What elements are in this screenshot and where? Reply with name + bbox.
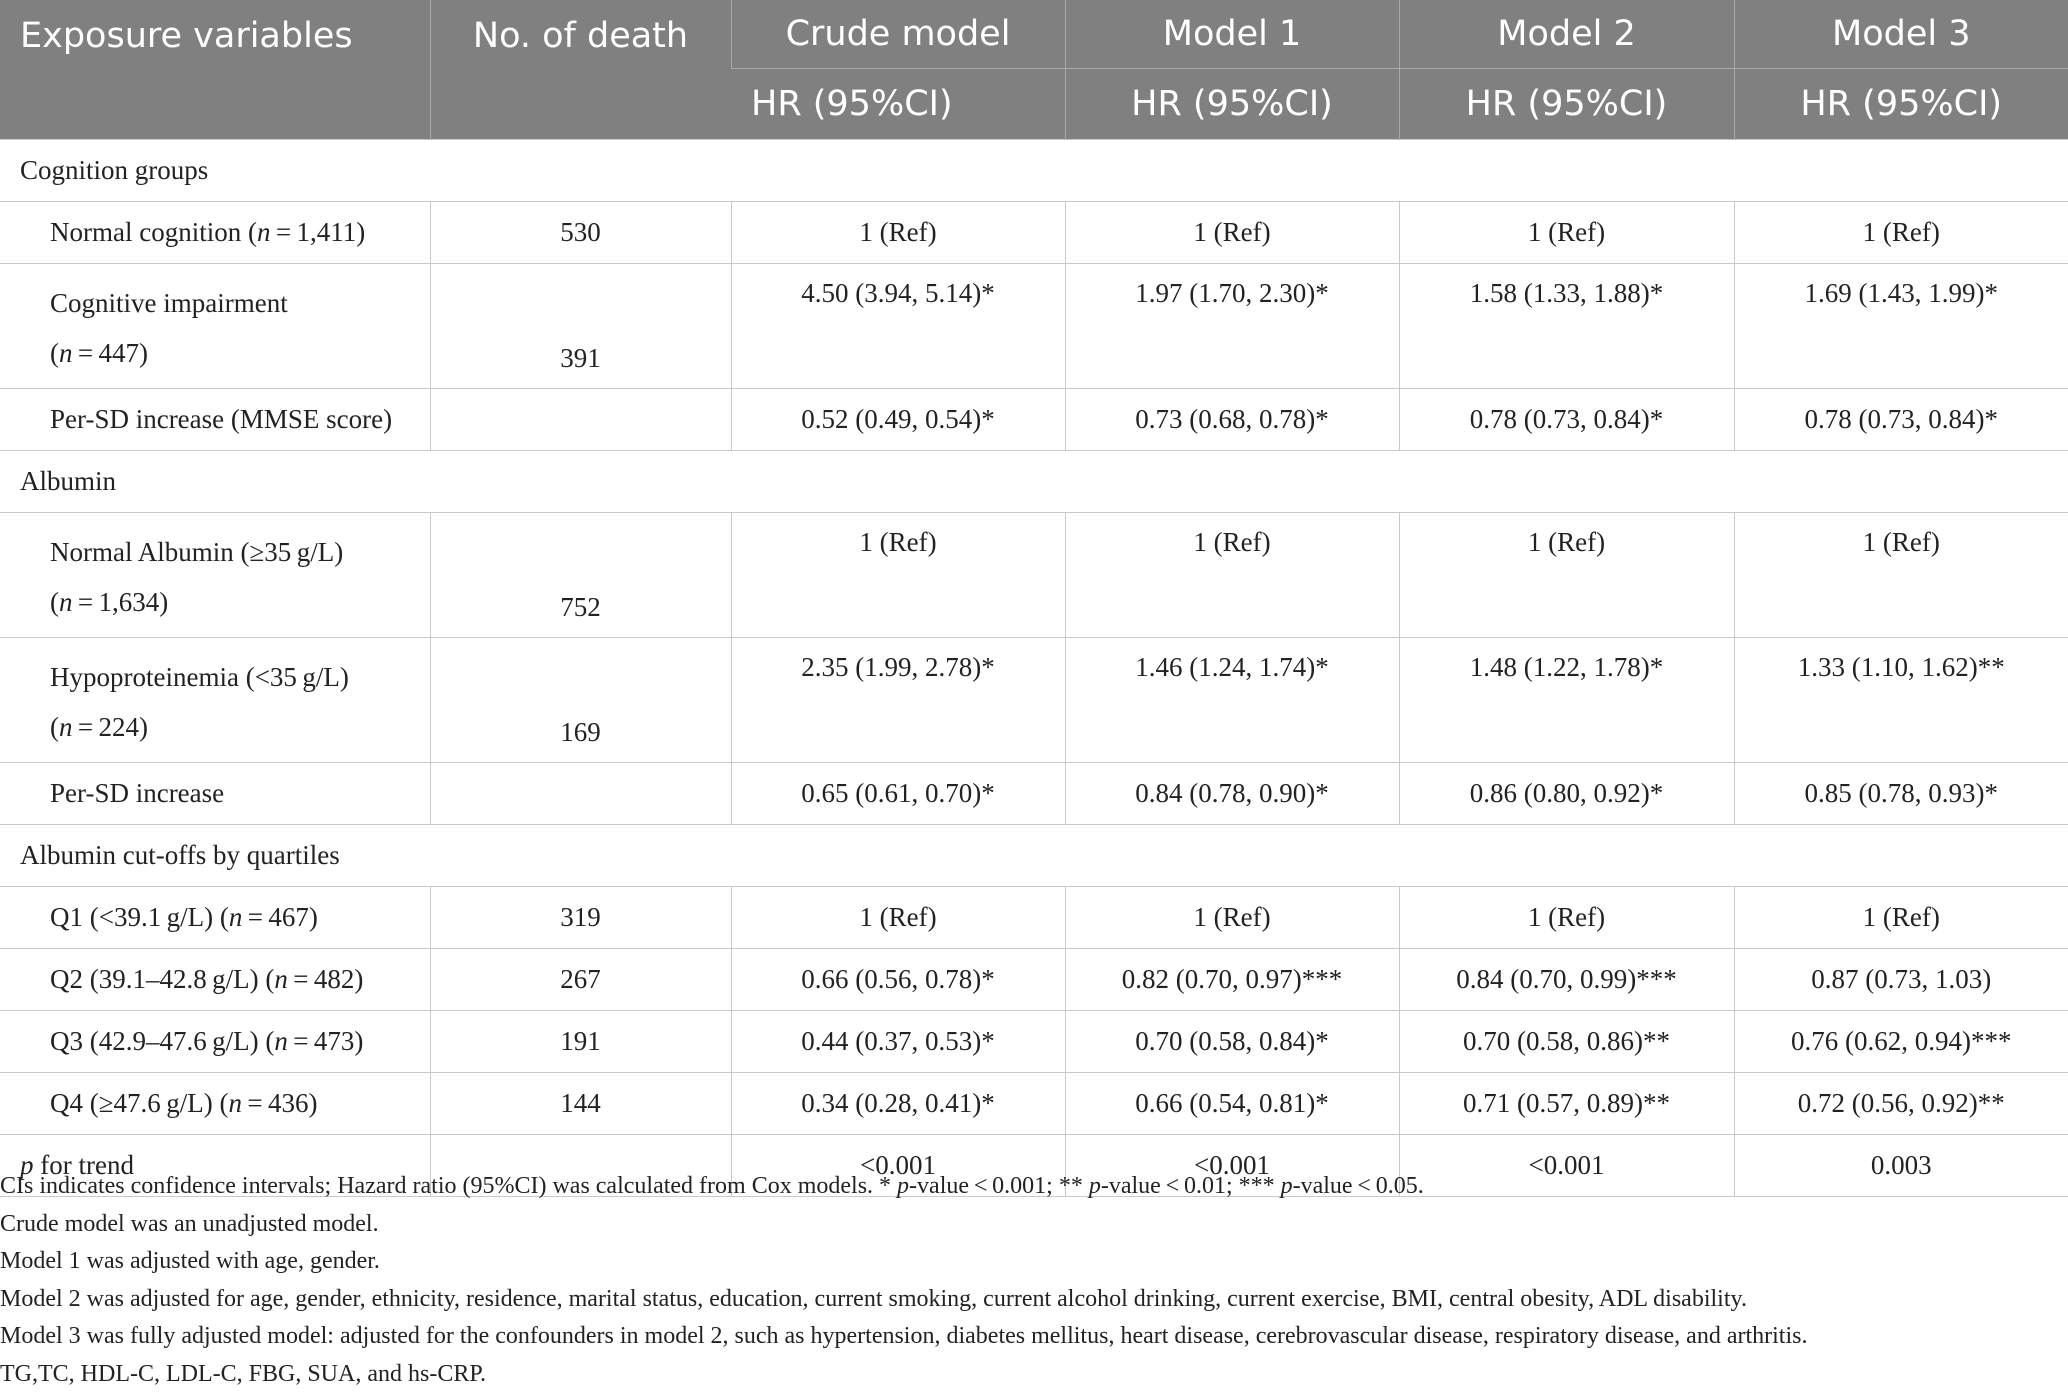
p-value-cell: <0.001 <box>1065 1135 1399 1197</box>
hr-cell: 0.52 (0.49, 0.54)* <box>731 389 1065 451</box>
header-model-2: Model 2 <box>1399 0 1734 69</box>
hr-cell: 1 (Ref) <box>731 513 1065 638</box>
hr-cell: 0.71 (0.57, 0.89)** <box>1399 1073 1734 1135</box>
table-header <box>0 0 2068 140</box>
table-row <box>0 1073 2068 1135</box>
footnote-line: Model 3 was fully adjusted model: adjusted for the confounders in model 2, such as hypertension, diabetes mellitus, heart disease, cerebrovascular disease, respiratory disease, and arthritis. <box>0 1323 1808 1349</box>
hr-cell: 0.87 (0.73, 1.03) <box>1734 949 2068 1011</box>
table-row <box>0 264 2068 389</box>
row-label: p for trend <box>0 1135 430 1197</box>
hr-cell: 1.48 (1.22, 1.78)* <box>1399 638 1734 763</box>
row-label: Per-SD increase (MMSE score) <box>0 389 430 451</box>
footnote-line: TG,TC, HDL-C, LDL-C, FBG, SUA, and hs-CRP. <box>0 1360 487 1387</box>
death-count: 530 <box>430 202 731 264</box>
hr-cell: 1.97 (1.70, 2.30)* <box>1065 264 1399 389</box>
death-count: 752 <box>430 513 731 638</box>
death-count: 267 <box>430 949 731 1011</box>
hr-cell: 4.50 (3.94, 5.14)* <box>731 264 1065 389</box>
row-label: Q4 (≥47.6 g/L) (n = 436) <box>0 1073 430 1135</box>
hr-cell: 1.33 (1.10, 1.62)** <box>1734 638 2068 763</box>
group-title: Cognition groups <box>0 140 2068 202</box>
death-count: 391 <box>430 264 731 389</box>
group-title: Albumin <box>0 451 2068 513</box>
death-count <box>430 389 731 451</box>
header-model-3: Model 3 <box>1734 0 2068 69</box>
table-row <box>0 887 2068 949</box>
hr-cell: 0.44 (0.37, 0.53)* <box>731 1011 1065 1073</box>
hr-cell: 0.85 (0.78, 0.93)* <box>1734 763 2068 825</box>
row-label: Cognitive impairment (n = 447) <box>0 264 430 389</box>
hr-cell: 0.34 (0.28, 0.41)* <box>731 1073 1065 1135</box>
hr-cell: 1 (Ref) <box>1734 513 2068 638</box>
row-label: Per-SD increase <box>0 763 430 825</box>
header-crude-model: Crude model <box>731 0 1065 69</box>
p-value-cell: <0.001 <box>731 1135 1065 1197</box>
header-hr-model-2: HR (95%CI) <box>1399 69 1734 140</box>
table-row <box>0 638 2068 763</box>
header-hr-model-3: HR (95%CI) <box>1734 69 2068 140</box>
group-row-quartiles <box>0 825 2068 887</box>
death-count <box>430 763 731 825</box>
footnote-line: Model 2 was adjusted for age, gender, ethnicity, residence, marital status, education, current smoking, current alcohol drinking, current exercise, BMI, central obesity, ADL disability. <box>0 1285 1747 1312</box>
row-label: Normal cognition (n = 1,411) <box>0 202 430 264</box>
death-count: 319 <box>430 887 731 949</box>
hr-cell: 0.73 (0.68, 0.78)* <box>1065 389 1399 451</box>
hr-cell: 1.69 (1.43, 1.99)* <box>1734 264 2068 389</box>
death-count: 169 <box>430 638 731 763</box>
hr-cell: 1 (Ref) <box>1399 513 1734 638</box>
table-row <box>0 763 2068 825</box>
hr-cell: 1 (Ref) <box>1734 202 2068 264</box>
table-row <box>0 513 2068 638</box>
table-row <box>0 949 2068 1011</box>
table-row <box>0 1011 2068 1073</box>
footnote-line: Crude model was an unadjusted model. <box>0 1210 379 1237</box>
row-label: Q3 (42.9–47.6 g/L) (n = 473) <box>0 1011 430 1073</box>
hr-cell: 1 (Ref) <box>1399 202 1734 264</box>
hr-cell: 1 (Ref) <box>1399 887 1734 949</box>
hr-cell: 1.46 (1.24, 1.74)* <box>1065 638 1399 763</box>
row-label: Normal Albumin (≥35 g/L) (n = 1,634) <box>0 513 430 638</box>
hr-cell: 1.58 (1.33, 1.88)* <box>1399 264 1734 389</box>
death-count: 144 <box>430 1073 731 1135</box>
p-value-cell: <0.001 <box>1399 1135 1734 1197</box>
group-row-albumin <box>0 451 2068 513</box>
row-label: Q1 (<39.1 g/L) (n = 467) <box>0 887 430 949</box>
hr-cell: 1 (Ref) <box>1065 513 1399 638</box>
hr-cell: 0.66 (0.54, 0.81)* <box>1065 1073 1399 1135</box>
hr-cell: 1 (Ref) <box>1065 202 1399 264</box>
hr-cell: 0.82 (0.70, 0.97)*** <box>1065 949 1399 1011</box>
footnote-line: CIs indicates confidence intervals; Hazard ratio (95%CI) was calculated from Cox models. * p-value < 0.001; ** p-value < 0.01; *** p-value < 0.05. <box>0 1173 1424 1199</box>
hr-cell: 0.78 (0.73, 0.84)* <box>1399 389 1734 451</box>
hr-cell: 1 (Ref) <box>1734 887 2068 949</box>
hr-cell: 0.76 (0.62, 0.94)*** <box>1734 1011 2068 1073</box>
hr-cell: 1 (Ref) <box>731 887 1065 949</box>
death-count: 191 <box>430 1011 731 1073</box>
hr-cell: 1 (Ref) <box>1065 887 1399 949</box>
table-row <box>0 202 2068 264</box>
hr-cell: 0.84 (0.70, 0.99)*** <box>1399 949 1734 1011</box>
table-row <box>0 389 2068 451</box>
hr-cell: 0.70 (0.58, 0.84)* <box>1065 1011 1399 1073</box>
hr-cell: 0.66 (0.56, 0.78)* <box>731 949 1065 1011</box>
hr-cell: 0.78 (0.73, 0.84)* <box>1734 389 2068 451</box>
group-row-cognition <box>0 140 2068 202</box>
row-label: Hypoproteinemia (<35 g/L) (n = 224) <box>0 638 430 763</box>
group-title: Albumin cut-offs by quartiles <box>0 825 2068 887</box>
row-label: Q2 (39.1–42.8 g/L) (n = 482) <box>0 949 430 1011</box>
hr-cell: 1 (Ref) <box>731 202 1065 264</box>
header-model-1: Model 1 <box>1065 0 1399 69</box>
hr-cell: 0.72 (0.56, 0.92)** <box>1734 1073 2068 1135</box>
hr-cell: 0.65 (0.61, 0.70)* <box>731 763 1065 825</box>
header-exposure: Exposure variables <box>0 0 430 140</box>
footnote-line: Model 1 was adjusted with age, gender. <box>0 1248 380 1274</box>
header-deaths: No. of death <box>430 0 731 140</box>
hr-cell: 0.84 (0.78, 0.90)* <box>1065 763 1399 825</box>
table-footnotes <box>0 1168 2060 1393</box>
hr-cell: 0.86 (0.80, 0.92)* <box>1399 763 1734 825</box>
header-hr-model-1: HR (95%CI) <box>1065 69 1399 140</box>
hr-cell: 0.70 (0.58, 0.86)** <box>1399 1011 1734 1073</box>
p-value-cell: 0.003 <box>1734 1135 2068 1197</box>
hr-cell: 2.35 (1.99, 2.78)* <box>731 638 1065 763</box>
table-body <box>0 140 2068 1197</box>
header-hr-crude: HR (95%CI) <box>731 69 1065 140</box>
